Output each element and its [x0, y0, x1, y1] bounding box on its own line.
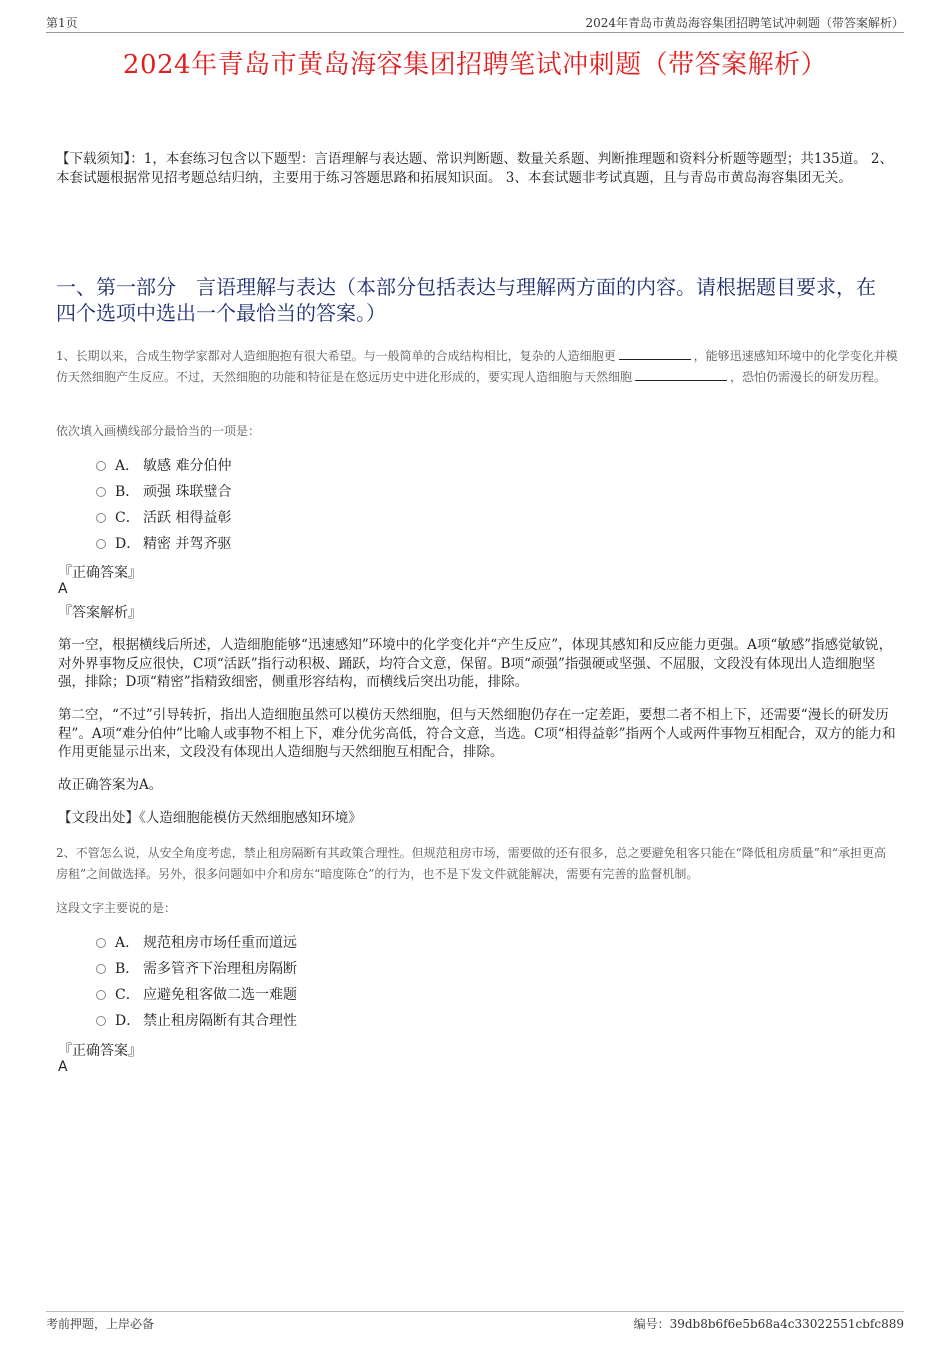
question-1-text: 1、长期以来，合成生物学家都对人造细胞抱有很大希望。与一般简单的合成结构相比，复杂的人造细胞更 ，能够迅速感知环境中的化学变化并模仿天然细胞产生反应。不过，天然细胞的功能和特征是在悠远历史中进化形成的，要实现人造细胞与天然细胞 ，恐怕仍需漫长的研发历程。	[56, 346, 898, 388]
radio-icon[interactable]	[96, 487, 106, 497]
question-2-text: 2、不管怎么说，从安全角度考虑，禁止租房隔断有其政策合理性。但规范租房市场，需要做的还有很多，总之要避免租客只能在“降低租房质量”和“承担更高房租”之间做选择。另外，很多问题如中介和房东“暗度陈仓”的行为，也不是下发文件就能解决，需要有完善的监督机制。	[56, 846, 887, 881]
option-1d[interactable]: D． 精密 并驾齐驱	[96, 535, 231, 553]
option-2b[interactable]: B． 需多管齐下治理租房隔断	[96, 960, 297, 978]
header-doc-title: 2024年青岛市黄岛海容集团招聘笔试冲刺题（带答案解析）	[585, 16, 904, 30]
answer-1: A	[58, 581, 68, 597]
radio-icon[interactable]	[96, 938, 106, 948]
source-citation: 【文段出处】《人造细胞能模仿天然细胞感知环境》	[58, 810, 362, 826]
question-2-prompt: 这段文字主要说的是：	[56, 901, 177, 915]
radio-icon[interactable]	[96, 964, 106, 974]
page-header	[46, 14, 904, 33]
radio-icon[interactable]	[96, 461, 106, 471]
fill-blank-2	[635, 367, 727, 381]
fill-blank-1	[619, 346, 691, 360]
option-1a[interactable]: A． 敏感 难分伯仲	[96, 457, 231, 475]
page-footer	[46, 1311, 904, 1333]
radio-icon[interactable]	[96, 990, 106, 1000]
analysis-conclusion: 故正确答案为A。	[58, 777, 163, 793]
section-heading: 一、第一部分 言语理解与表达（本部分包括表达与理解两方面的内容。请根据题目要求，在四个选项中选出一个最恰当的答案。）	[56, 275, 876, 325]
analysis-label-1: 『答案解析』	[58, 605, 142, 621]
radio-icon[interactable]	[96, 1016, 106, 1026]
radio-icon[interactable]	[96, 513, 106, 523]
footer-serial: 编号：39db8b6f6e5b68a4c33022551cbfc889	[633, 1317, 904, 1331]
answer-label-2: 『正确答案』	[58, 1043, 142, 1059]
question-1-prompt: 依次填入画横线部分最恰当的一项是：	[56, 424, 261, 438]
answer-2: A	[58, 1059, 68, 1075]
answer-label-1: 『正确答案』	[58, 565, 142, 581]
radio-icon[interactable]	[96, 539, 106, 549]
page-number: 第1页	[46, 16, 78, 30]
analysis-paragraph-1: 第一空，根据横线后所述，人造细胞能够“迅速感知”环境中的化学变化并“产生反应”，体现其感知和反应能力更强。A项“敏感”指感觉敏锐，对外界事物反应很快，C项“活跃”指行动积极、踊跃，均符合文意，保留。B项“顽强”指强硬或坚强、不屈服，文段没有体现出人造细胞坚强，排除；D项“精密”指精致细密，侧重形容结构，而横线后突出功能，排除。	[58, 637, 893, 690]
download-notice: 【下载须知】：1，本套练习包含以下题型：言语理解与表达题、常识判断题、数量关系题、判断推理题和资料分析题等题型；共135道。 2、本套试题根据常见招考题总结归纳，主要用于练习答题思路和拓展知识面。 3、本套试题非考试真题，且与青岛市黄岛海容集团无关。	[56, 151, 893, 186]
option-2a[interactable]: A． 规范租房市场任重而道远	[96, 934, 297, 952]
option-1b[interactable]: B． 顽强 珠联璧合	[96, 483, 231, 501]
option-2c[interactable]: C． 应避免租客做二选一难题	[96, 986, 297, 1004]
analysis-paragraph-2: 第二空，“不过”引导转折，指出人造细胞虽然可以模仿天然细胞，但与天然细胞仍存在一定差距，要想二者不相上下，还需要“漫长的研发历程”。A项“难分伯仲”比喻人或事物不相上下，难分优劣高低，符合文意，当选。C项“相得益彰”指两个人或两件事物互相配合，双方的能力和作用更能显示出来，文段没有体现出人造细胞与天然细胞互相配合，排除。	[58, 707, 896, 760]
option-2d[interactable]: D． 禁止租房隔断有其合理性	[96, 1012, 297, 1030]
option-1c[interactable]: C． 活跃 相得益彰	[96, 509, 231, 527]
document-title: 2024年青岛市黄岛海容集团招聘笔试冲刺题（带答案解析）	[122, 50, 828, 80]
footer-slogan: 考前押题，上岸必备	[46, 1317, 155, 1331]
